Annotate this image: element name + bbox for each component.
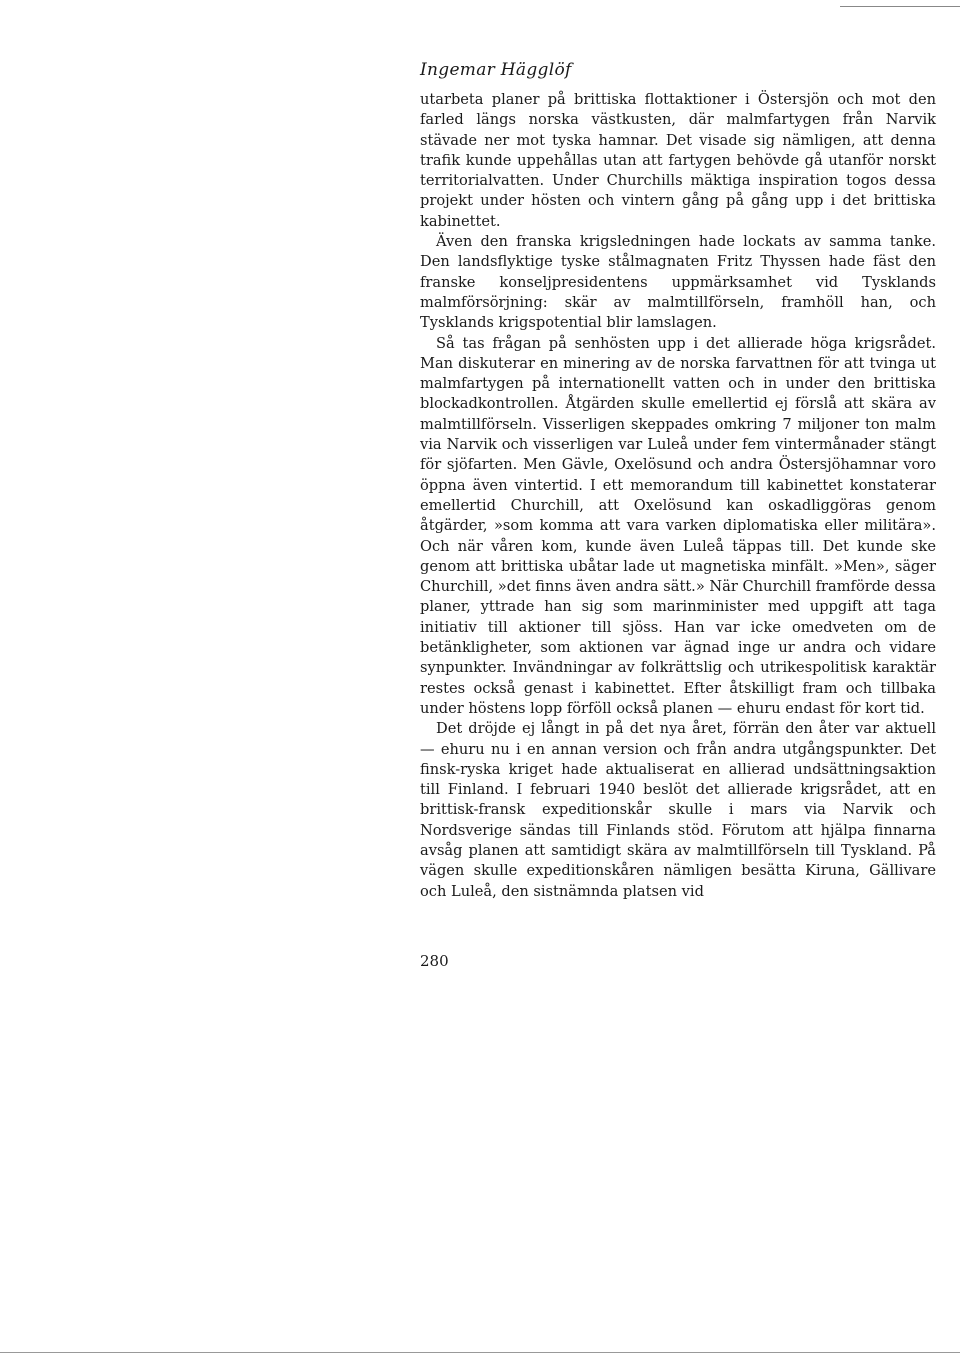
paragraph-3: Så tas frågan på senhösten upp i det allierade höga krigsrådet. Man diskuterar en minering av de norska farvattnen för att tvinga ut malmfartygen på internationellt vatten och in under den brittiska blockadkontrollen. Åtgärden skulle emellertid ej förslå att skära av malmtillförseln. Visserligen skeppades omkring 7 miljoner ton malm via Narvik och visserligen var Luleå under fem vintermånader stängt för sjöfarten. Men Gävle, Oxelösund och andra Östersjöhamnar voro öppna även vintertid. I ett memorandum till kabinettet konstaterar emellertid Churchill, att Oxelösund kan oskadliggöras genom åtgärder, »som komma att vara varken diplomatiska eller militära». Och när våren kom, kunde även Luleå täppas till. Det kunde ske genom att brittiska ubåtar lade ut magnetiska minfält. »Men», säger Churchill, »det finns även andra sätt.» När Churchill framförde dessa planer, yttrade han sig som marinminister med uppgift att taga initiativ till aktioner till sjöss. Han var icke omedveten om de betänkligheter, som aktionen var ägnad inge ur andra och vidare synpunkter. Invändningar av folkrättslig och utrikespolitisk karaktär restes också genast i kabinettet. Efter åtskilligt fram och tillbaka under höstens lopp förföll också planen — ehuru endast för kort tid. — [420, 334, 936, 717]
running-head-author: Ingemar Hägglöf — [420, 60, 572, 80]
scan-bottom-edge — [0, 1352, 960, 1353]
paragraph-2: Även den franska krigsledningen hade lockats av samma tanke. Den landsflyktige tyske stålmagnaten Fritz Thyssen hade fäst den franske konseljpresidentens uppmärksamhet vid Tysklands malmförsörjning: skär av malmtillförseln, framhöll han, och Tysklands krigspotential blir lamslagen. — [420, 233, 936, 332]
scan-top-edge — [840, 6, 960, 7]
body-text — [420, 90, 936, 902]
page-number: 280 — [420, 952, 449, 970]
paragraph-1: utarbeta planer på brittiska flottaktioner i Östersjön och mot den farled längs norska västkusten, där malmfartygen från Narvik stävade ner mot tyska hamnar. Det visade sig nämligen, att denna trafik kunde uppehållas utan att fartygen behövde gå utanför norskt territorialvatten. Under Churchills mäktiga inspiration togos dessa projekt under hösten och vintern gång på gång upp i det brittiska kabinettet. — [420, 91, 936, 230]
paragraph-4: Det dröjde ej långt in på det nya året, förrän den åter var aktuell — ehuru nu i en annan version och från andra utgångspunkter. Det finsk-ryska kriget hade aktualiserat en allierad undsättningsaktion till Finland. I februari 1940 beslöt det allierade krigsrådet, att en brittisk-fransk expeditionskår skulle i mars via Narvik och Nordsverige sändas till Finlands stöd. Förutom att hjälpa finnarna avsåg planen att samtidigt skära av malmtillförseln till Tyskland. På vägen skulle expeditionskåren nämligen besätta Kiruna, Gällivare och Luleå, den sistnämnda platsen vid — [420, 720, 936, 900]
